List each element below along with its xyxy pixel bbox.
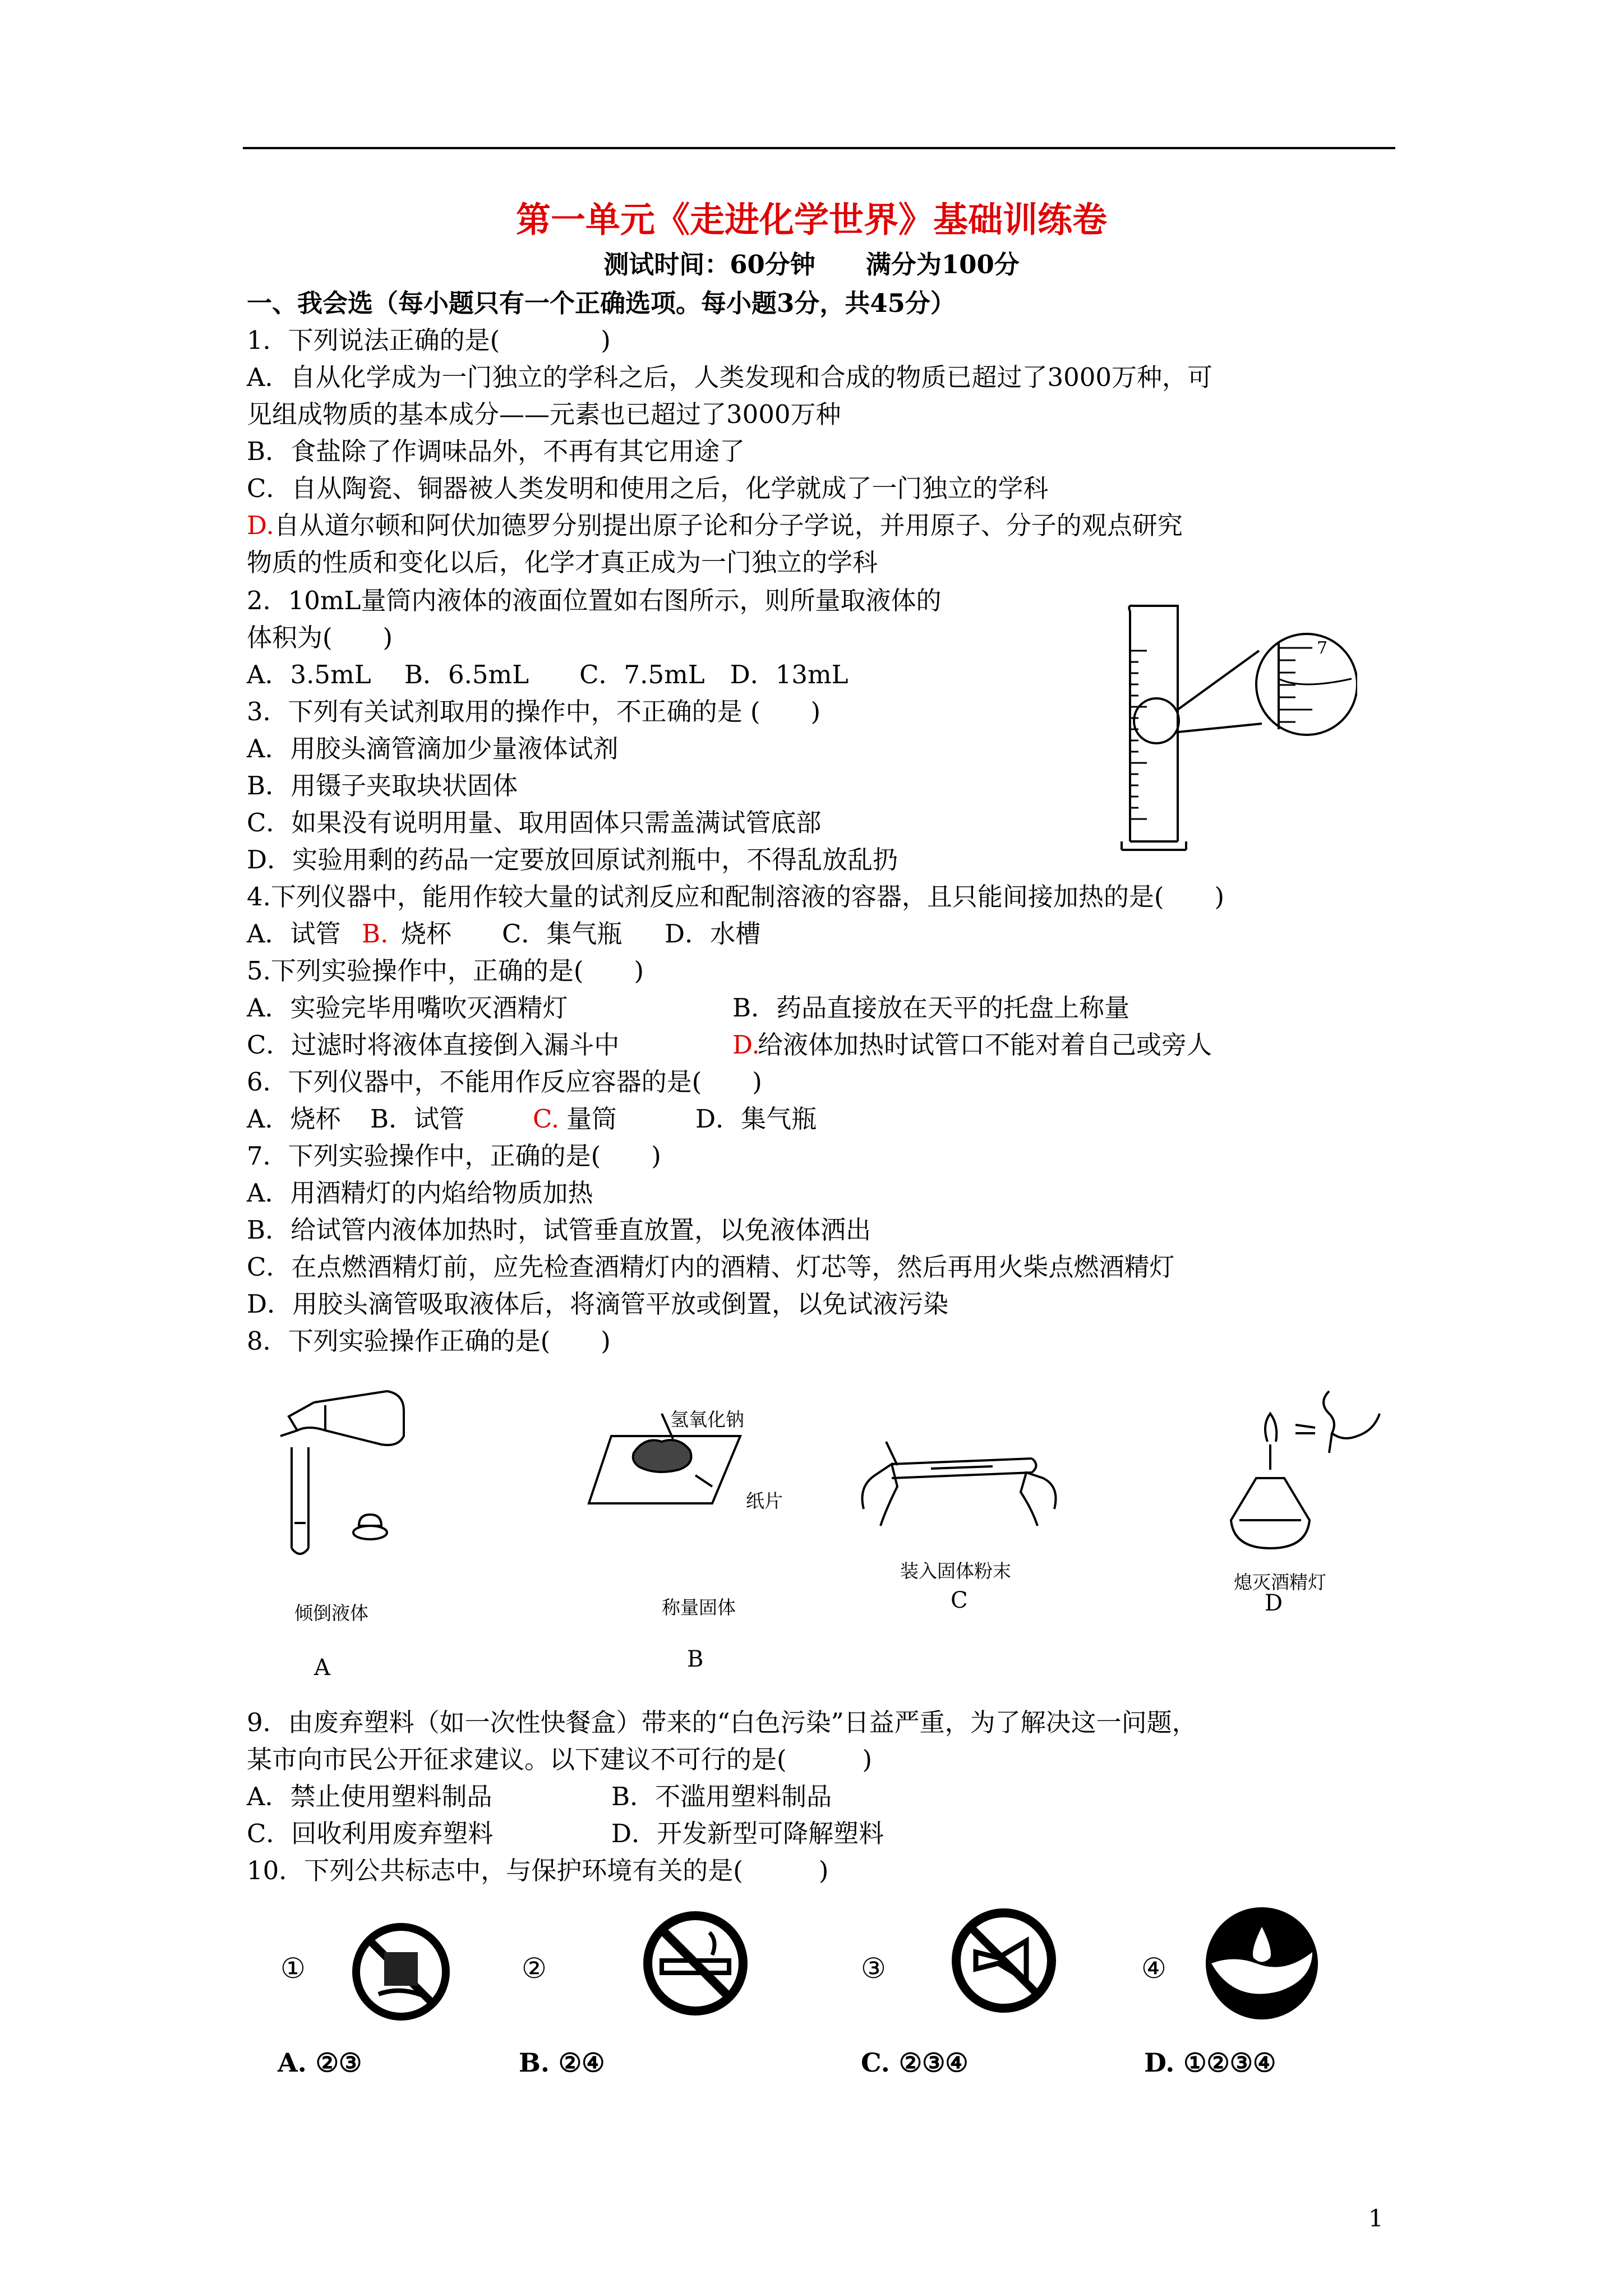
q3-option-d: D．实验用剩的药品一定要放回原试剂瓶中，不得乱放乱扔 [247,845,898,875]
q1-option-d [247,508,1183,543]
q4-option-c: C．集气瓶 [502,919,623,949]
pour-liquid-figure [264,1386,432,1571]
q4-option-b: 烧杯 [401,919,452,949]
no-smoking-sign-icon [639,1907,751,2019]
q9-stem-line2: 某市向市民公开征求建议。以下建议不可行的是( ) [247,1745,873,1774]
q5-option-d: 给液体加热时试管口不能对着自己或旁人 [758,1030,1212,1060]
q3-option-b: B．用镊子夹取块状固体 [247,771,518,800]
q8-caption-b: 称量固体 [662,1596,736,1618]
page-title: 第一单元《走进化学世界》基础训练卷 [515,199,1107,240]
extinguish-lamp-figure [1217,1380,1396,1571]
q3-option-a: A．用胶头滴管滴加少量液体试剂 [247,734,619,763]
q10-stem: 10．下列公共标志中，与保护环境有关的是( ) [247,1856,829,1885]
q6-stem: 6．下列仪器中，不能用作反应容器的是( ) [247,1067,762,1097]
q8-letter-a: A [314,1655,330,1681]
q5-option-a: A．实验完毕用嘴吹灭酒精灯 [247,993,568,1023]
q6-option-a: A．烧杯 [247,1104,341,1134]
section-heading: 一、我会选（每小题只有一个正确选项。每小题3分，共45分） [247,288,956,318]
q6-option-d: D．集气瓶 [695,1104,817,1134]
q4-option-b-letter: B. [362,919,389,949]
q10-label-4: ④ [1141,1952,1166,1985]
q7-stem: 7．下列实验操作中，正确的是( ) [247,1141,661,1171]
q8-caption-d: 熄灭酒精灯 [1234,1571,1326,1593]
q6-option-b: B．试管 [370,1104,465,1134]
q6-option-c-letter: C. [533,1104,560,1134]
q8-letter-b: B [687,1646,704,1672]
q6-options [247,1102,817,1137]
q5-option-d-letter: D. [732,1030,760,1060]
q5-options-ab [247,991,1129,1025]
q10-label-2: ② [522,1952,547,1985]
q4-option-a: A．试管 [247,919,341,949]
top-rule [243,147,1395,149]
q9-option-c: C．回收利用废弃塑料 [247,1819,494,1848]
q5-option-b: B．药品直接放在天平的托盘上称量 [732,993,1130,1023]
q5-options-cd [247,1028,1212,1062]
q8-caption-paper: 纸片 [746,1490,783,1512]
q3-option-c: C．如果没有说明用量、取用固体只需盖满试管底部 [247,808,822,838]
q8-caption-c: 装入固体粉末 [900,1560,1011,1582]
water-saving-sign-icon [1200,1902,1324,2025]
cylinder-mark-7: 7 [1317,638,1328,658]
q5-stem: 5.下列实验操作中，正确的是( ) [247,956,644,986]
q4-option-d: D．水槽 [665,919,761,949]
q2-options: A．3.5mL B．6.5mL C．7.5mL D．13mL [247,660,849,689]
no-honking-sign-icon [948,1902,1060,2019]
q7-option-b: B．给试管内液体加热时，试管垂直放置，以免液体洒出 [247,1215,872,1245]
q9-option-a: A．禁止使用塑料制品 [247,1782,492,1811]
q8-caption-naoh: 氢氧化钠 [670,1409,744,1430]
q10-answer-c: C. ②③④ [861,2047,969,2078]
graduated-cylinder-figure [1116,595,1357,858]
q4-stem: 4.下列仪器中，能用作较大量的试剂反应和配制溶液的容器，且只能间接加热的是( ) [247,882,1225,912]
q1-option-c: C．自从陶瓷、铜器被人类发明和使用之后，化学就成了一门独立的学科 [247,473,1049,503]
q4-options [247,917,760,951]
q1-option-a-line1: A．自从化学成为一门独立的学科之后，人类发现和合成的物质已超过了3000万种，可 [247,362,1213,392]
q8-caption-a: 倾倒液体 [294,1602,368,1624]
q10-answer-a: A. ②③ [278,2047,362,2078]
q1-option-a-line2: 见组成物质的基本成分——元素也已超过了3000万种 [247,399,841,429]
q6-option-c: 量筒 [566,1104,617,1134]
q2-stem-line2: 体积为( ) [247,623,393,652]
q1-option-d-line2: 物质的性质和变化以后，化学才真正成为一门独立的学科 [247,547,878,577]
q10-answer-d: D. ①②③④ [1144,2047,1276,2078]
q5-option-c: C．过滤时将液体直接倒入漏斗中 [247,1030,620,1060]
q9-option-b: B．不滥用塑料制品 [611,1782,832,1811]
q2-stem-line1: 2．10mL量筒内液体的液面位置如右图所示，则所量取液体的 [247,586,942,615]
q10-answer-b: B. ②④ [519,2047,605,2078]
q10-label-1: ① [280,1952,306,1985]
no-littering-sign-icon [348,1918,454,2025]
add-powder-figure [852,1425,1066,1548]
q10-label-3: ③ [861,1952,886,1985]
page-subtitle: 测试时间：60分钟 满分为100分 [603,250,1020,279]
q1-stem: 1．下列说法正确的是( ) [247,325,611,355]
q7-option-c: C．在点燃酒精灯前，应先检查酒精灯内的酒精、灯芯等，然后再用火柴点燃酒精灯 [247,1252,1175,1282]
q8-stem: 8．下列实验操作正确的是( ) [247,1326,611,1356]
q9-options-cd [247,1816,884,1851]
q3-stem: 3．下列有关试剂取用的操作中，不正确的是 ( ) [247,697,821,726]
page-number: 1 [1368,2205,1384,2232]
q7-option-a: A．用酒精灯的内焰给物质加热 [247,1178,593,1208]
q9-stem-line1: 9．由废弃塑料（如一次性快餐盒）带来的“白色污染”日益严重，为了解决这一问题， [247,1708,1197,1737]
q1-option-b: B．食盐除了作调味品外，不再有其它用途了 [247,436,745,466]
q1-option-d-text: 自从道尔顿和阿伏加德罗分别提出原子论和分子学说，并用原子、分子的观点研究 [274,510,1183,540]
q8-letter-d: D [1265,1590,1283,1616]
q8-letter-c: C [951,1588,968,1613]
q9-options-ab [247,1779,832,1814]
q9-option-d: D．开发新型可降解塑料 [611,1819,884,1848]
q7-option-d: D．用胶头滴管吸取液体后，将滴管平放或倒置，以免试液污染 [247,1289,949,1319]
q1-option-d-letter: D. [247,510,274,540]
